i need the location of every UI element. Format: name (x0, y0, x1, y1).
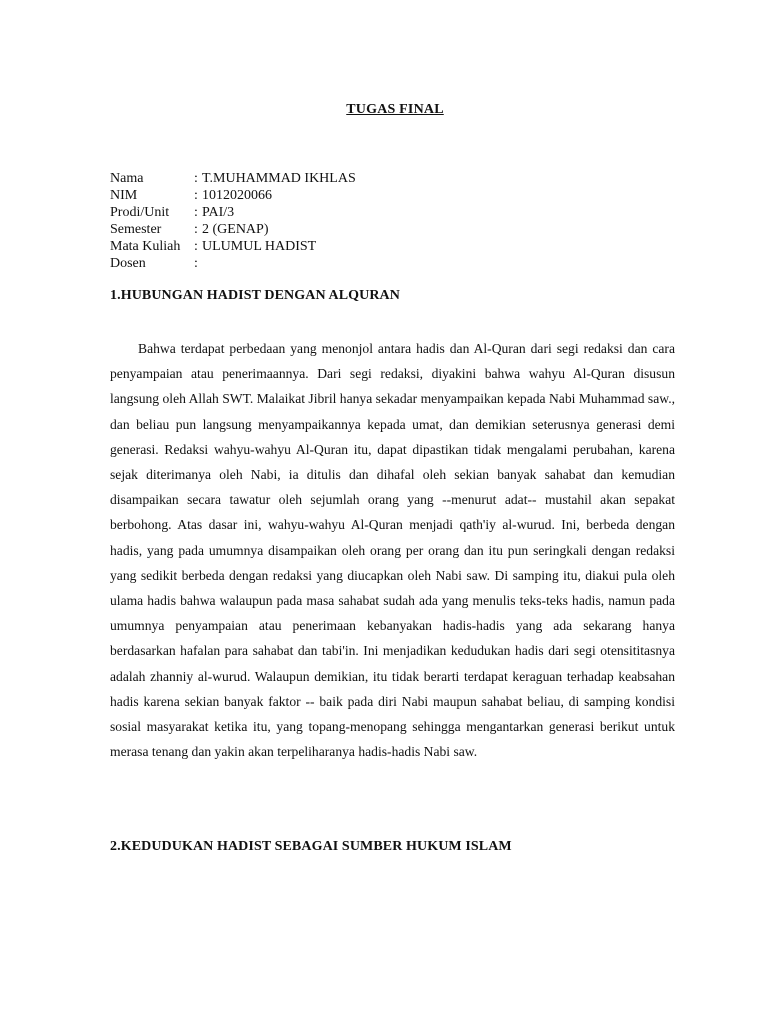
info-label: Mata Kuliah (110, 239, 181, 254)
info-separator: : (194, 239, 198, 254)
section-heading-1: 1.HUBUNGAN HADIST DENGAN ALQURAN (110, 288, 400, 303)
section-heading-2: 2.KEDUDUKAN HADIST SEBAGAI SUMBER HUKUM ISLAM (110, 839, 512, 854)
info-separator: : (194, 256, 198, 271)
info-value: 1012020066 (202, 188, 272, 203)
info-value: PAI/3 (202, 205, 235, 220)
info-separator: : (194, 171, 198, 186)
info-value: ULUMUL HADIST (202, 239, 317, 254)
document-title: TUGAS FINAL (346, 102, 444, 117)
info-label: Semester (110, 222, 162, 237)
info-value: 2 (GENAP) (202, 222, 269, 237)
info-label: Nama (110, 171, 144, 186)
info-row-nim (110, 187, 356, 204)
student-info-block (110, 170, 356, 272)
info-separator: : (194, 188, 198, 203)
info-value: T.MUHAMMAD IKHLAS (202, 171, 356, 186)
info-row-dosen (110, 255, 356, 272)
section-1-paragraph: Bahwa terdapat perbedaan yang menonjol antara hadis dan Al-Quran dari segi redaksi dan cara penyampaian atau penerimaannya. Dari segi redaksi, diyakini bahwa wahyu Al-Quran disusun langsung oleh Allah SWT. Malaikat Jibril hanya sekadar menyampaikan kepada Nabi Muhammad saw., dan beliau pun langsung menyampaikannya kepada umat, dan demikian seterusnya generasi demi generasi. Redaksi wahyu-wahyu Al-Quran itu, dapat dipastikan tidak mengalami perubahan, karena sejak diterimanya oleh Nabi, ia ditulis dan dihafal oleh sekian banyak sahabat dan kemudian disampaikan secara tawatur oleh sejumlah orang yang --menurut adat-- mustahil akan sepakat berbohong. Atas dasar ini, wahyu-wahyu Al-Quran menjadi qath'iy al-wurud. Ini, berbeda dengan hadis, yang pada umumnya disampaikan oleh orang per orang dan itu pun seringkali dengan redaksi yang sedikit berbeda dengan redaksi yang diucapkan oleh Nabi saw. Di samping itu, diakui pula oleh ulama hadis bahwa walaupun pada masa sahabat sudah ada yang menulis teks-teks hadis, namun pada umumnya penyampaian atau penerimaan kebanyakan hadis-hadis yang ada sekarang hanya berdasarkan hafalan para sahabat dan tabi'in. Ini menjadikan kedudukan hadis dari segi otensititasnya adalah zhanniy al-wurud. Walaupun demikian, itu tidak berarti terdapat keraguan terhadap keabsahan hadis karena sekian banyak faktor -- baik pada diri Nabi maupun sahabat beliau, di samping kondisi sosial masyarakat ketika itu, yang topang-menopang sehingga mengantarkan generasi berikut untuk merasa tenang dan yakin akan terpeliharanya hadis-hadis Nabi saw. (110, 341, 675, 760)
info-row-nama (110, 170, 356, 187)
info-row-semester (110, 221, 356, 238)
info-label: Prodi/Unit (110, 205, 170, 220)
info-label: Dosen (110, 256, 146, 271)
info-row-mata-kuliah (110, 238, 356, 255)
info-separator: : (194, 222, 198, 237)
info-row-prodi (110, 204, 356, 221)
info-label: NIM (110, 188, 138, 203)
info-separator: : (194, 205, 198, 220)
